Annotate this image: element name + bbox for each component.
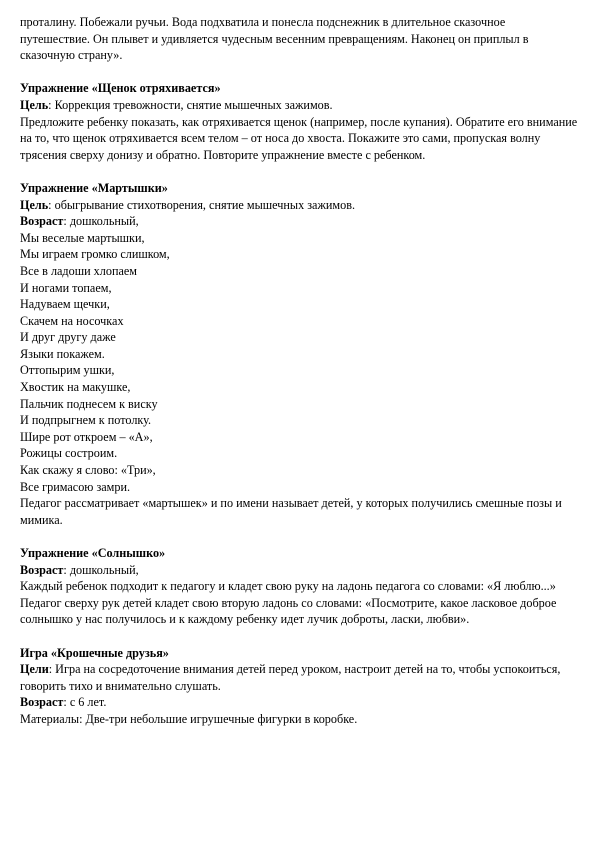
exercise-description-puppy: Предложите ребенку показать, как отряхивается щенок (например, после купания). Обратите его внимание на то, что щенок отряхивается всем телом – от носа до хвоста. Покажите это сами, пропуская волну трясения сверху донизу и обратно. Повторите упражнение вместе с ребенком. <box>20 114 578 162</box>
exercise-description-monkeys: Педагог рассматривает «мартышек» и по имени называет детей, у которых получились смешные позы и мимика. <box>20 496 562 527</box>
poem-line: Рожицы состроим. <box>20 446 118 461</box>
game-age-tiny-friends <box>20 694 578 711</box>
paragraph-gap <box>20 163 578 180</box>
age-text: : дошкольный, <box>63 214 139 229</box>
poem-line: Мы играем громко слишком, <box>20 247 170 262</box>
poem-line: Как скажу я слово: «Три», <box>20 463 156 478</box>
exercise-age-monkeys <box>20 213 578 230</box>
exercise-description-sun-1: Каждый ребенок подходит к педагогу и кладет свою руку на ладонь педагога со словами: «Я люблю...» <box>20 579 556 594</box>
poem-line: Надуваем щечки, <box>20 297 110 312</box>
goal-label: Цель <box>20 97 49 112</box>
poem-line: И ногами топаем, <box>20 280 112 295</box>
goal-text: : Игра на сосредоточение внимания детей перед уроком, настроит детей на то, чтобы успокоиться, говорить тихо и внимательно слушать. <box>20 662 561 693</box>
poem <box>20 230 578 496</box>
paragraph-gap <box>20 64 578 81</box>
poem-line: Пальчик поднесем к виску <box>20 396 158 411</box>
game-title-tiny-friends: Игра «Крошечные друзья» <box>20 645 169 660</box>
exercise-age-sun <box>20 562 578 579</box>
exercise-title-monkeys: Упражнение «Мартышки» <box>20 180 168 195</box>
document-page <box>20 14 578 728</box>
poem-line: Оттопырим ушки, <box>20 363 115 378</box>
age-label: Возраст <box>20 214 64 229</box>
age-text: : дошкольный, <box>63 562 139 577</box>
poem-line: Скачем на носочках <box>20 313 124 328</box>
exercise-title-puppy: Упражнение «Щенок отряхивается» <box>20 81 221 96</box>
age-text: : с 6 лет. <box>63 695 107 710</box>
poem-line: Все гримасою замри. <box>20 479 131 494</box>
exercise-goal-monkeys <box>20 197 578 214</box>
intro-paragraph: проталину. Побежали ручьи. Вода подхватила и понесла подснежник в длительное сказочное путешествие. Он плывет и удивляется чудесным весенним превращениям. Наконец он приплыл в сказочную страну». <box>20 15 529 63</box>
poem-line: Шире рот откроем – «А», <box>20 429 153 444</box>
poem-line: И подпрыгнем к потолку. <box>20 413 152 428</box>
exercise-goal-puppy <box>20 97 578 114</box>
poem-line: Языки покажем. <box>20 346 105 361</box>
poem-line: И друг другу даже <box>20 330 116 345</box>
poem-line: Мы веселые мартышки, <box>20 230 145 245</box>
goal-label: Цели <box>20 662 49 677</box>
exercise-title-sun: Упражнение «Солнышко» <box>20 546 166 560</box>
goal-text: : Коррекция тревожности, снятие мышечных зажимов. <box>48 97 333 112</box>
age-label: Возраст <box>20 695 64 710</box>
goal-text: : обыгрывание стихотворения, снятие мышечных зажимов. <box>48 197 356 212</box>
paragraph-gap <box>20 528 578 545</box>
goal-label: Цель <box>20 197 49 212</box>
game-goal-tiny-friends <box>20 661 578 694</box>
age-label: Возраст <box>20 562 64 577</box>
game-materials-tiny-friends: Материалы: Две-три небольшие игрушечные фигурки в коробке. <box>20 711 358 726</box>
paragraph-gap <box>20 628 578 645</box>
poem-line: Все в ладоши хлопаем <box>20 263 138 278</box>
exercise-description-sun-2: Педагог сверху рук детей кладет свою вторую ладонь со словами: «Посмотрите, какое ласковое доброе солнышко у нас получилось и к каждому ребенку идет лучик доброты, ласки, любви». <box>20 595 557 627</box>
poem-line: Хвостик на макушке, <box>20 380 131 395</box>
